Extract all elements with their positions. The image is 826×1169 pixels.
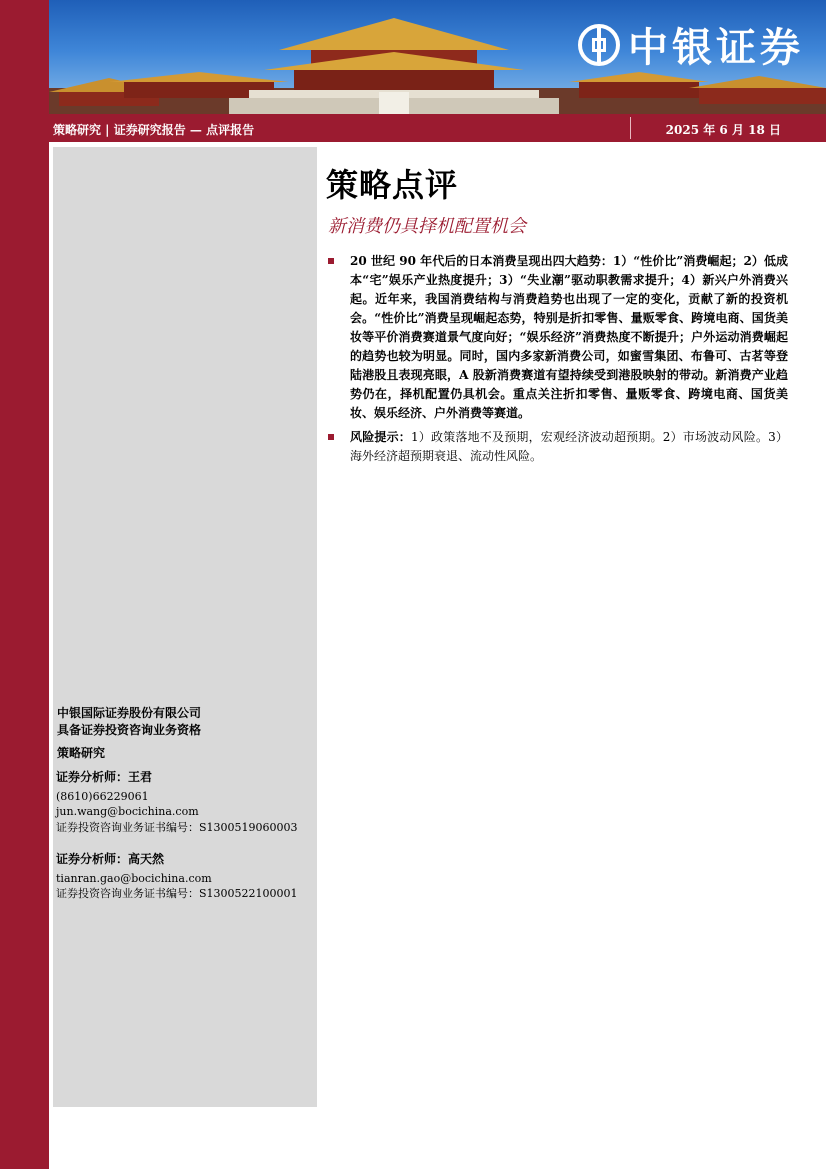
department: 策略研究 xyxy=(57,746,106,760)
list-item xyxy=(326,428,788,466)
analyst-email[interactable]: jun.wang@bocichina.com xyxy=(56,805,199,818)
analyst-name: 证券分析师：高天然 xyxy=(56,852,165,866)
analyst-license: 证券投资咨询业务证书编号：S1300522100001 xyxy=(56,887,298,900)
report-subtitle: 新消费仍具择机配置机会 xyxy=(328,216,526,237)
analyst-card xyxy=(56,852,298,902)
sidebar-panel xyxy=(53,147,317,1107)
org-info xyxy=(57,705,201,739)
risk-label: 风险提示： xyxy=(350,430,411,444)
breadcrumb: 策略研究 | 证券研究报告 — 点评报告 xyxy=(53,123,255,137)
risk-text: 1）政策落地不及预期，宏观经济波动超预期。2）市场波动风险。3）海外经济超预期衰退、流动性风险。 xyxy=(350,430,788,463)
bank-of-china-logo-icon xyxy=(578,24,620,66)
analyst-email[interactable]: tianran.gao@bocichina.com xyxy=(56,871,212,885)
analyst-license: 证券投资咨询业务证书编号：S1300519060003 xyxy=(56,820,298,834)
bullet-square-icon xyxy=(328,258,334,264)
bullet-square-icon xyxy=(328,434,334,440)
logo-text: 中银证券 xyxy=(628,25,804,71)
summary-text: 20 世纪 90 年代后的日本消费呈现出四大趋势：1）“性价比”消费崛起；2）低成本“宅”娱乐产业热度提升；3）“失业潮”驱动职教需求提升；4）新兴户外消费兴起。近年来，我国消费结构与消费趋势也出现了一定的变化，贡献了新的投资机会。“性价比”消费呈现崛起态势，特别是折扣零售、量贩零食、跨境电商、国货美妆等平价消费赛道景气度向好；“娱乐经济”消费热度不断提升；户外运动消费崛起的趋势也较为明显。同时，国内多家新消费公司，如蜜雪集团、布鲁可、古茗等登陆港股且表现亮眼，A 股新消费赛道有望持续受到港股映射的带动。新消费产业趋势仍在，择机配置仍具机会。重点关注折扣零售、量贩零食、跨境电商、国货美妆、娱乐经济、户外消费等赛道。 xyxy=(350,254,788,420)
header-banner xyxy=(49,0,826,114)
analyst-phone: (8610)66229061 xyxy=(56,789,149,803)
report-title: 策略点评 xyxy=(326,166,459,204)
org-qualification: 具备证券投资咨询业务资格 xyxy=(57,723,202,737)
company-logo xyxy=(578,16,804,73)
left-accent-bar xyxy=(0,0,49,1169)
report-date: 2025 年 6 月 18 日 xyxy=(665,123,781,137)
summary-bullets xyxy=(326,252,788,471)
org-name: 中银国际证券股份有限公司 xyxy=(57,706,202,720)
analyst-name: 证券分析师：王君 xyxy=(56,770,153,784)
analyst-card xyxy=(56,770,298,835)
date-box xyxy=(630,117,826,139)
report-header-strip xyxy=(49,114,826,142)
list-item xyxy=(326,252,788,423)
